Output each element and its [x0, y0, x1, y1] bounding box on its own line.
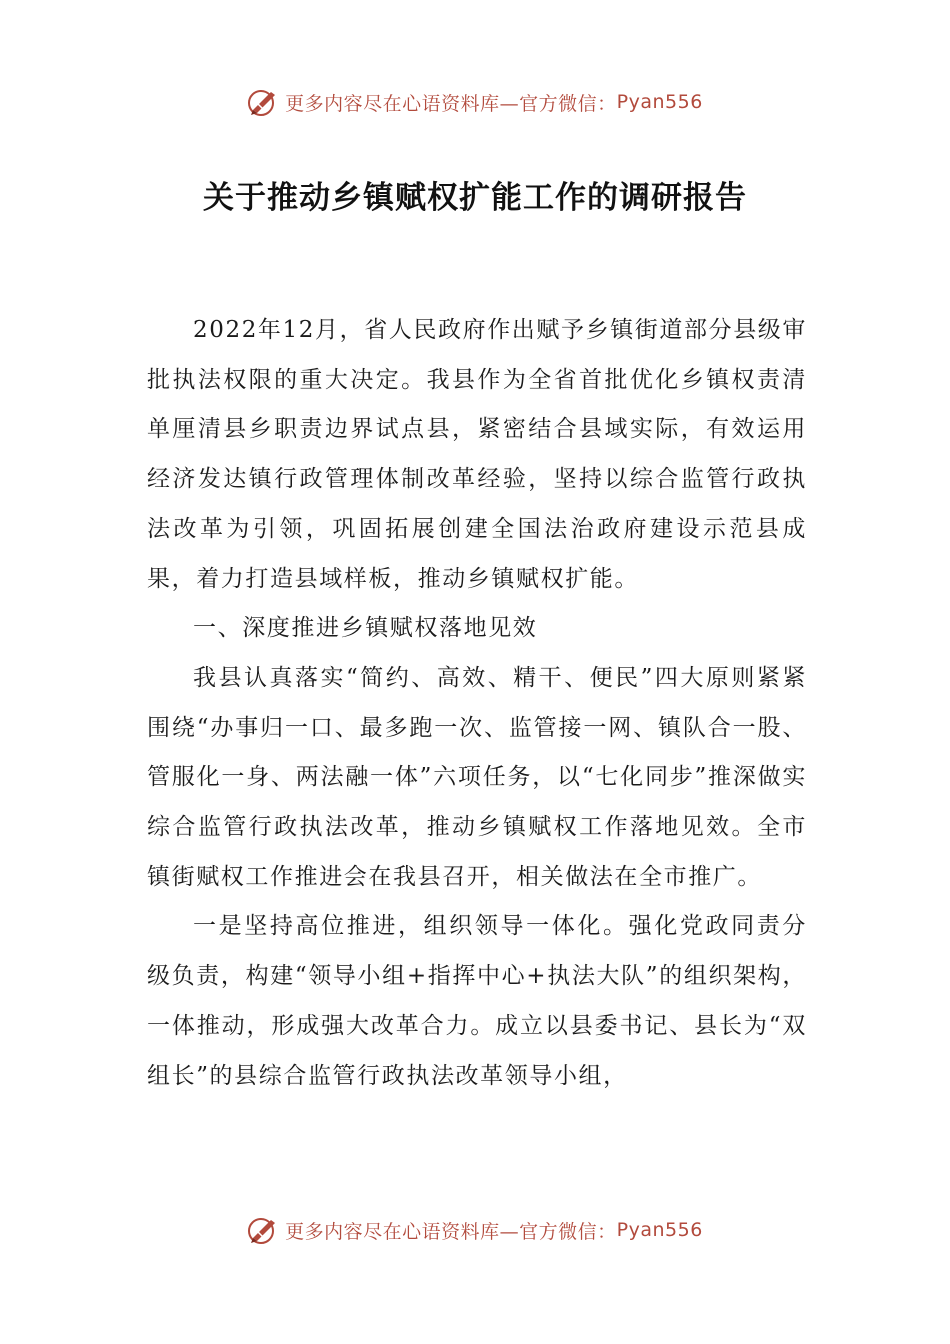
pen-logo-icon [247, 1214, 279, 1246]
banner-text: 更多内容尽在心语资料库—官方微信： [285, 1220, 617, 1243]
document-body [147, 306, 807, 1101]
banner-text: 更多内容尽在心语资料库—官方微信： [285, 92, 617, 115]
pen-logo-icon [247, 86, 279, 118]
paragraph-intro: 2022年12月，省人民政府作出赋予乡镇街道部分县级审批执法权限的重大决定。我县作为全省首批优化乡镇权责清单厘清县乡职责边界试点县，紧密结合县域实际，有效运用经济发达镇行政管理体制改革经验，坚持以综合监管行政执法改革为引领，巩固拓展创建全国法治政府建设示范县成果，着力打造县域样板，推动乡镇赋权扩能。 [147, 317, 807, 592]
banner-wechat-handle: Pyan556 [616, 91, 703, 113]
paragraph-point-1: 一是坚持高位推进，组织领导一体化。强化党政同责分级负责，构建“领导小组+指挥中心+执法大队”的组织架构，一体推动，形成强大改革合力。成立以县委书记、县长为“双组长”的县综合监管行政执法改革领导小组， [147, 913, 807, 1089]
document-title: 关于推动乡镇赋权扩能工作的调研报告 [203, 180, 747, 216]
banner-wechat-handle: Pyan556 [616, 1219, 703, 1241]
paragraph-section-1: 我县认真落实“简约、高效、精干、便民”四大原则紧紧围绕“办事归一口、最多跑一次、监管接一网、镇队合一股、管服化一身、两法融一体”六项任务，以“七化同步”推深做实综合监管行政执法改革，推动乡镇赋权工作落地见效。全市镇街赋权工作推进会在我县召开，相关做法在全市推广。 [147, 664, 807, 890]
section-heading-1: 一、深度推进乡镇赋权落地见效 [193, 615, 538, 642]
footer-watermark-banner [0, 1208, 950, 1252]
header-watermark-banner [0, 80, 950, 124]
